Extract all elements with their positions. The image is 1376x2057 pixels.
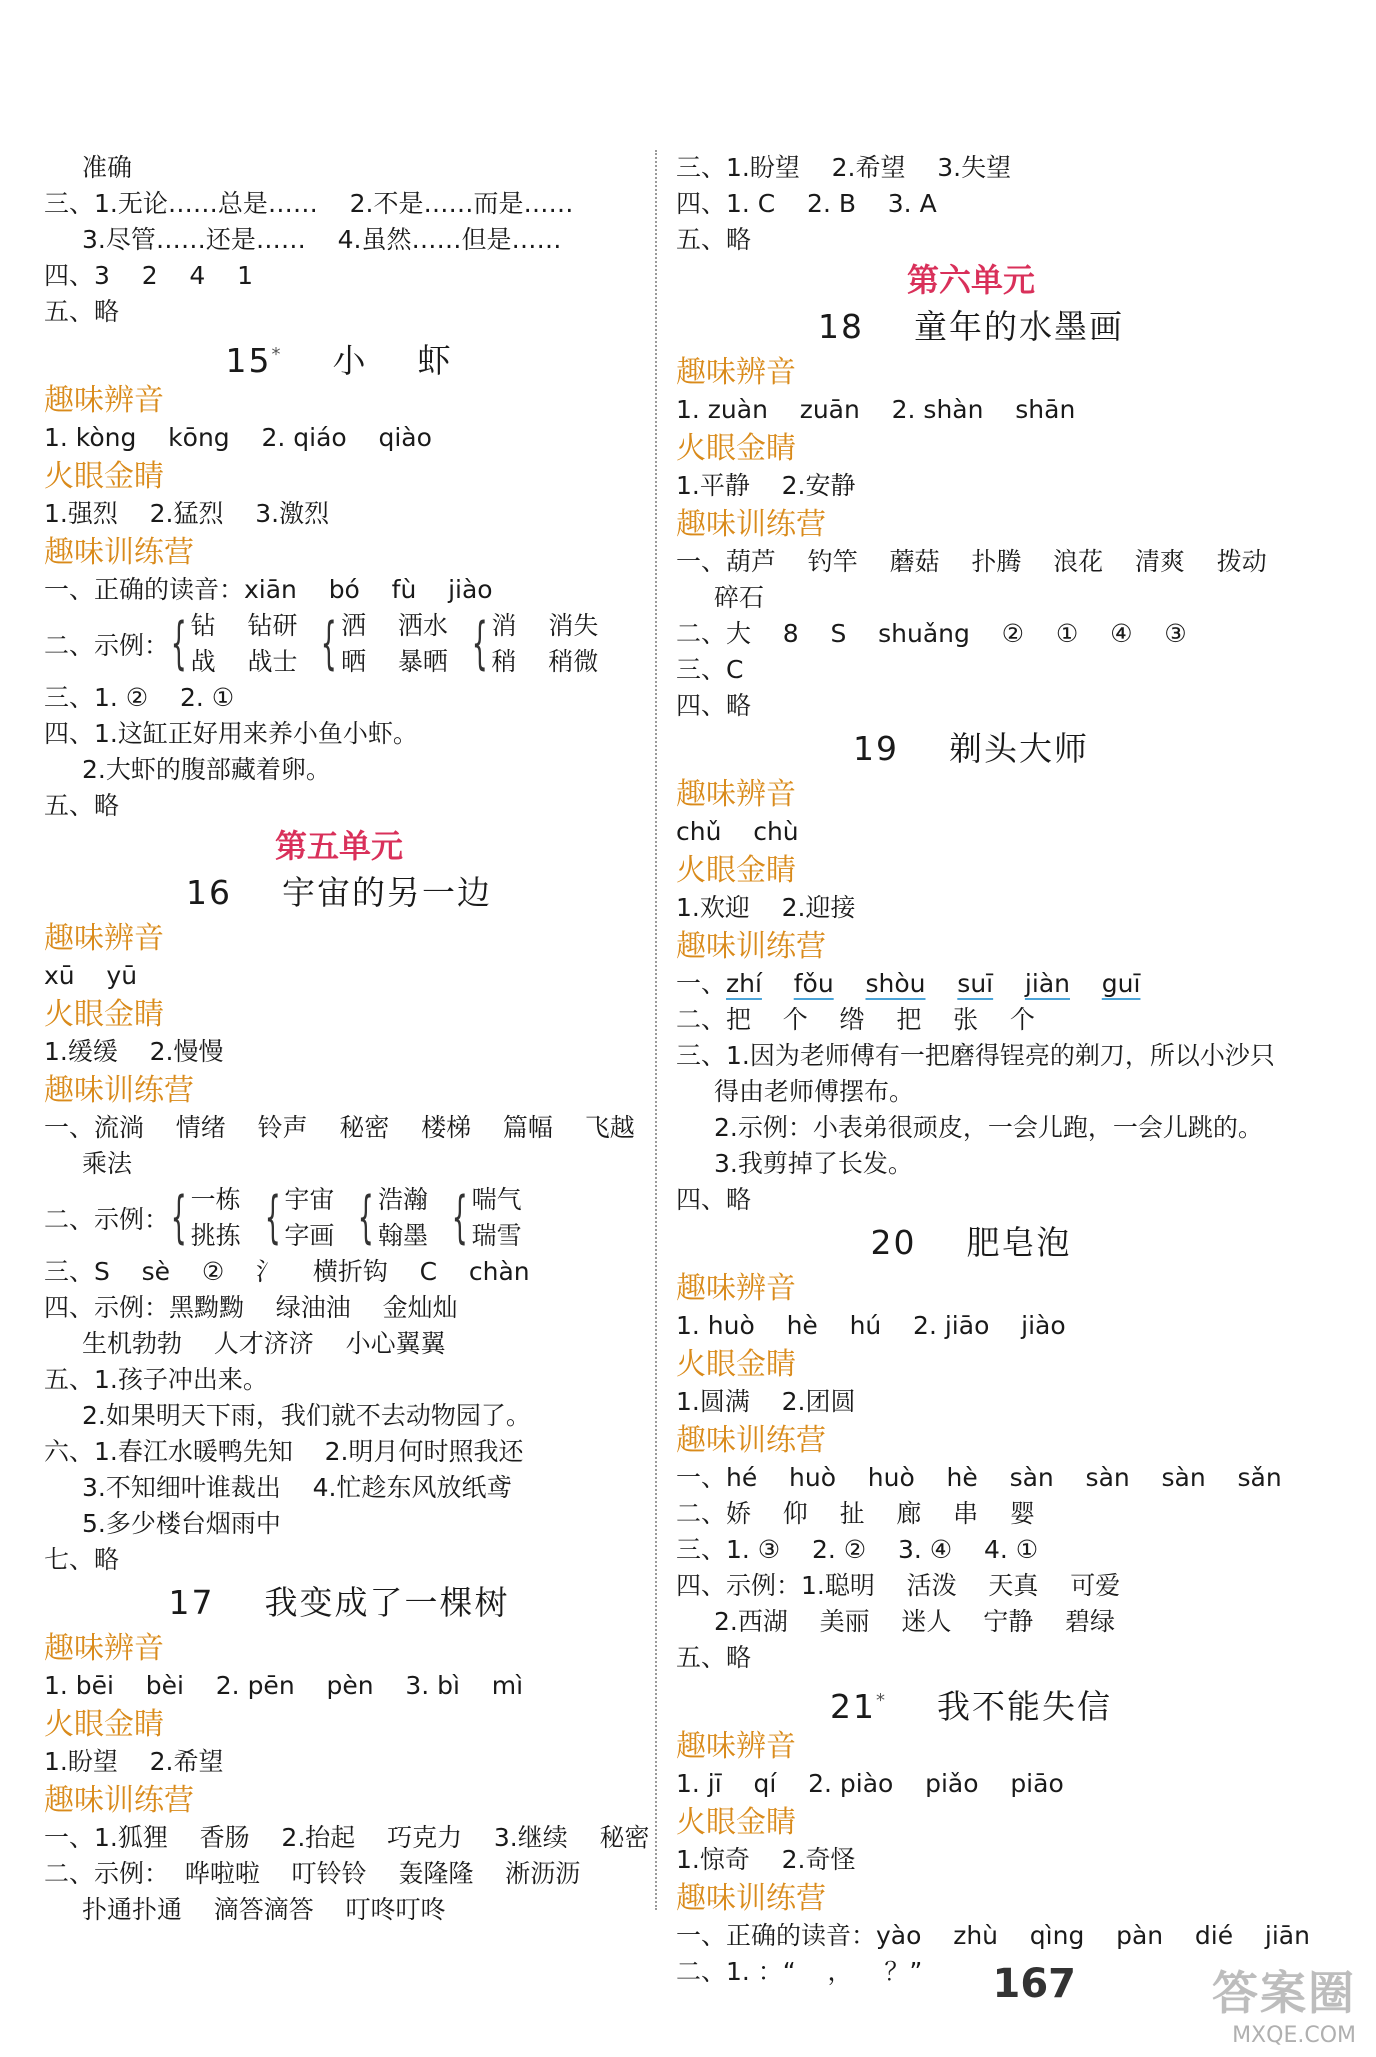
answer-line: 1. bēi bèi 2. pēn pèn 3. bì mì bbox=[44, 1671, 524, 1700]
answer-line: 2.如果明天下雨，我们就不去动物园了。 bbox=[82, 1401, 531, 1430]
answer-line: 乘法 bbox=[82, 1149, 133, 1178]
answer-line: 一、hé huò huò hè sàn sàn sàn sǎn bbox=[676, 1463, 1282, 1492]
brace-group bbox=[169, 1182, 241, 1254]
answer-line: 1.平静 2.安静 bbox=[676, 471, 856, 500]
lesson-name: 剃头大师 bbox=[948, 729, 1089, 768]
left-brace-icon: { bbox=[451, 1185, 468, 1250]
answer-line: 四、略 bbox=[676, 1185, 752, 1214]
section-heading: 趣味辨音 bbox=[676, 355, 796, 390]
brace-group bbox=[356, 1182, 428, 1254]
pair-item: 字画 bbox=[284, 1221, 335, 1250]
lesson-number: 16 bbox=[186, 873, 233, 912]
answer-line: 三、1.因为老师傅有一把磨得锃亮的剃刀，所以小沙只 bbox=[676, 1041, 1275, 1070]
lesson-number: 21 bbox=[830, 1687, 877, 1726]
answer-lead: 二、示例： bbox=[44, 1205, 170, 1234]
answer-line: 五、1.孩子冲出来。 bbox=[44, 1365, 268, 1394]
left-column bbox=[44, 150, 650, 1928]
answer-line: 五、略 bbox=[676, 1643, 752, 1672]
answer-lead: 一、 bbox=[676, 969, 727, 998]
section-heading: 趣味辨音 bbox=[44, 921, 164, 956]
watermark-logo bbox=[1166, 1957, 1356, 2048]
answer-line: 3.我剪掉了长发。 bbox=[714, 1149, 913, 1178]
section-heading: 趣味训练营 bbox=[676, 929, 826, 964]
brace-group bbox=[319, 608, 447, 680]
answer-line: 七、略 bbox=[44, 1545, 120, 1574]
pair-item: 消 消失 bbox=[491, 611, 599, 640]
answer-line: 一、正确的读音：xiān bó fù jiào bbox=[44, 575, 493, 604]
section-heading: 趣味辨音 bbox=[676, 777, 796, 812]
lesson-name: 我不能失信 bbox=[936, 1687, 1112, 1726]
answer-line bbox=[676, 966, 1266, 1002]
lesson-title-18 bbox=[676, 302, 1266, 352]
star-mark: * bbox=[876, 1690, 888, 1711]
pair-item: 洒 洒水 bbox=[341, 611, 448, 640]
lesson-title-21 bbox=[676, 1676, 1266, 1726]
column-divider bbox=[655, 150, 657, 1910]
answer-line: 准确 bbox=[82, 153, 133, 182]
left-brace-icon: { bbox=[170, 1185, 187, 1250]
answer-line: 3.不知细叶谁裁出 4.忙趁东风放纸鸢 bbox=[82, 1473, 512, 1502]
lesson-number: 18 bbox=[818, 307, 865, 346]
answer-line: 四、1.这缸正好用来养小鱼小虾。 bbox=[44, 719, 418, 748]
answer-line: 1. kòng kōng 2. qiáo qiào bbox=[44, 423, 432, 452]
pair-item: 挑拣 bbox=[190, 1221, 241, 1250]
lesson-number: 17 bbox=[168, 1583, 215, 1622]
left-brace-icon: { bbox=[264, 1185, 281, 1250]
lesson-title-20 bbox=[676, 1218, 1266, 1268]
answer-line: 二、大 8 S shuǎng ② ① ④ ③ bbox=[676, 619, 1187, 648]
lesson-number: 19 bbox=[853, 729, 900, 768]
answer-line: 三、1.盼望 2.希望 3.失望 bbox=[676, 153, 1012, 182]
answer-line: 四、示例：黑黝黝 绿油油 金灿灿 bbox=[44, 1293, 458, 1322]
brace-answer-row bbox=[44, 608, 634, 680]
answer-line: 五、略 bbox=[44, 297, 120, 326]
answer-line: 碎石 bbox=[714, 583, 765, 612]
brace-group bbox=[263, 1182, 335, 1254]
pair-item: 浩瀚 bbox=[377, 1185, 428, 1214]
pair-item: 稍 稍微 bbox=[491, 647, 599, 676]
answer-line: 三、1. ③ 2. ② 3. ④ 4. ① bbox=[676, 1535, 1039, 1564]
answer-line: 1. zuàn zuān 2. shàn shān bbox=[676, 395, 1076, 424]
answer-line: 5.多少楼台烟雨中 bbox=[82, 1509, 281, 1538]
pair-item: 钻 钻研 bbox=[190, 611, 298, 640]
lesson-title-15 bbox=[44, 330, 634, 380]
answer-line: 四、1. C 2. B 3. A bbox=[676, 189, 937, 218]
answer-line: 1. huò hè hú 2. jiāo jiào bbox=[676, 1311, 1066, 1340]
section-heading: 火眼金睛 bbox=[676, 853, 796, 888]
lesson-title-19 bbox=[676, 724, 1266, 774]
brace-group bbox=[169, 608, 297, 680]
answer-line: 1.盼望 2.希望 bbox=[44, 1747, 224, 1776]
section-heading: 火眼金睛 bbox=[676, 1347, 796, 1382]
star-mark: * bbox=[271, 344, 283, 365]
lesson-name: 肥皂泡 bbox=[966, 1223, 1072, 1262]
lesson-name: 宇宙的另一边 bbox=[281, 873, 492, 912]
section-heading: 趣味训练营 bbox=[44, 1073, 194, 1108]
answer-line: 三、1. ② 2. ① bbox=[44, 683, 235, 712]
pinyin-item: shòu bbox=[865, 969, 926, 998]
section-heading: 火眼金睛 bbox=[676, 1805, 796, 1840]
answer-line: 1. jī qí 2. piào piǎo piāo bbox=[676, 1769, 1064, 1798]
lesson-number: 20 bbox=[870, 1223, 917, 1262]
answer-line: 二、1. ：“ ， ？” bbox=[676, 1957, 923, 1986]
answer-line: 1.圆满 2.团圆 bbox=[676, 1387, 856, 1416]
lesson-title-16 bbox=[44, 868, 634, 918]
answer-line: 五、略 bbox=[44, 791, 120, 820]
pair-item: 喘气 bbox=[471, 1185, 522, 1214]
pair-item: 宇宙 bbox=[284, 1185, 335, 1214]
unit-title: 第五单元 bbox=[274, 827, 403, 865]
answer-line: 2.大虾的腹部藏着卵。 bbox=[82, 755, 331, 784]
answer-line: 一、流淌 情绪 铃声 秘密 楼梯 篇幅 飞越 bbox=[44, 1113, 635, 1142]
lesson-name: 童年的水墨画 bbox=[913, 307, 1124, 346]
unit-title: 第六单元 bbox=[906, 261, 1035, 299]
section-heading: 趣味训练营 bbox=[676, 1423, 826, 1458]
answer-line: 二、娇 仰 扯 廊 串 婴 bbox=[676, 1499, 1035, 1528]
pair-item: 翰墨 bbox=[377, 1221, 428, 1250]
answer-line: 1.欢迎 2.迎接 bbox=[676, 893, 856, 922]
pair-item: 一栋 bbox=[190, 1185, 241, 1214]
answer-line: 四、略 bbox=[676, 691, 752, 720]
section-heading: 火眼金睛 bbox=[44, 997, 164, 1032]
lesson-title-17 bbox=[44, 1578, 634, 1628]
lesson-name: 我变成了一棵树 bbox=[264, 1583, 510, 1622]
brace-group bbox=[450, 1182, 522, 1254]
section-heading: 趣味训练营 bbox=[44, 1783, 194, 1818]
logo-url: MXQE.COM bbox=[1232, 2023, 1356, 2048]
left-brace-icon: { bbox=[471, 611, 488, 676]
answer-line: 三、S sè ② 氵 横折钩 C chàn bbox=[44, 1257, 530, 1286]
answer-line: 一、葫芦 钓竿 蘑菇 扑腾 浪花 清爽 拨动 bbox=[676, 547, 1267, 576]
answer-line: xū yū bbox=[44, 961, 138, 990]
section-heading: 火眼金睛 bbox=[44, 459, 164, 494]
left-brace-icon: { bbox=[170, 611, 187, 676]
answer-line: 一、1.狐狸 香肠 2.抬起 巧克力 3.继续 秘密 bbox=[44, 1823, 650, 1852]
answer-line: 四、示例：1.聪明 活泼 天真 可爱 bbox=[676, 1571, 1121, 1600]
left-brace-icon: { bbox=[321, 611, 338, 676]
logo-text: 答案圈 bbox=[1212, 1966, 1356, 2020]
answer-line: 1.缓缓 2.慢慢 bbox=[44, 1037, 224, 1066]
right-column bbox=[676, 150, 1310, 1990]
answer-lead: 二、示例： bbox=[44, 631, 170, 660]
answer-line: 三、1.无论……总是…… 2.不是……而是…… bbox=[44, 189, 574, 218]
section-heading: 火眼金睛 bbox=[676, 431, 796, 466]
section-heading: 趣味训练营 bbox=[44, 535, 194, 570]
answer-line: 六、1.春江水暖鸭先知 2.明月何时照我还 bbox=[44, 1437, 524, 1466]
lesson-name: 小 虾 bbox=[332, 341, 453, 380]
answer-line: 生机勃勃 人才济济 小心翼翼 bbox=[82, 1329, 446, 1358]
answer-line: 五、略 bbox=[676, 225, 752, 254]
answer-line: 扑通扑通 滴答滴答 叮咚叮咚 bbox=[82, 1895, 446, 1924]
section-heading: 趣味训练营 bbox=[676, 1881, 826, 1916]
section-heading: 趣味辨音 bbox=[676, 1271, 796, 1306]
pair-item: 战 战士 bbox=[190, 647, 298, 676]
pair-item: 瑞雪 bbox=[471, 1221, 522, 1250]
answer-line: 三、C bbox=[676, 655, 744, 684]
pinyin-item: zhí bbox=[726, 969, 762, 998]
brace-answer-row bbox=[44, 1182, 634, 1254]
page-number: 167 bbox=[992, 1961, 1076, 2007]
answer-line: 二、示例： 哗啦啦 叮铃铃 轰隆隆 淅沥沥 bbox=[44, 1859, 581, 1888]
answer-line: 二、把 个 绺 把 张 个 bbox=[676, 1005, 1035, 1034]
section-heading: 趣味辨音 bbox=[44, 383, 164, 418]
answer-line: chǔ chù bbox=[676, 817, 799, 846]
answer-line: 四、3 2 4 1 bbox=[44, 261, 253, 290]
section-heading: 趣味辨音 bbox=[44, 1631, 164, 1666]
lesson-number: 15 bbox=[225, 341, 272, 380]
brace-group bbox=[470, 608, 598, 680]
left-brace-icon: { bbox=[358, 1185, 375, 1250]
answer-line: 3.尽管……还是…… 4.虽然……但是…… bbox=[82, 225, 562, 254]
section-heading: 火眼金睛 bbox=[44, 1707, 164, 1742]
answer-line: 2.示例：小表弟很顽皮，一会儿跑，一会儿跳的。 bbox=[714, 1113, 1263, 1142]
pair-item: 晒 暴晒 bbox=[341, 647, 448, 676]
answer-line: 一、正确的读音：yào zhù qìng pàn dié jiān bbox=[676, 1921, 1310, 1950]
pinyin-item: fǒu bbox=[793, 969, 834, 998]
answer-line: 2.西湖 美丽 迷人 宁静 碧绿 bbox=[714, 1607, 1116, 1636]
answer-line: 1.强烈 2.猛烈 3.激烈 bbox=[44, 499, 330, 528]
pinyin-item: jiàn bbox=[1024, 969, 1070, 998]
answer-line: 得由老师傅摆布。 bbox=[714, 1077, 915, 1106]
pinyin-item: guī bbox=[1101, 969, 1141, 998]
section-heading: 趣味训练营 bbox=[676, 507, 826, 542]
section-heading: 趣味辨音 bbox=[676, 1729, 796, 1764]
answer-line: 1.惊奇 2.奇怪 bbox=[676, 1845, 856, 1874]
pinyin-item: suī bbox=[957, 969, 994, 998]
